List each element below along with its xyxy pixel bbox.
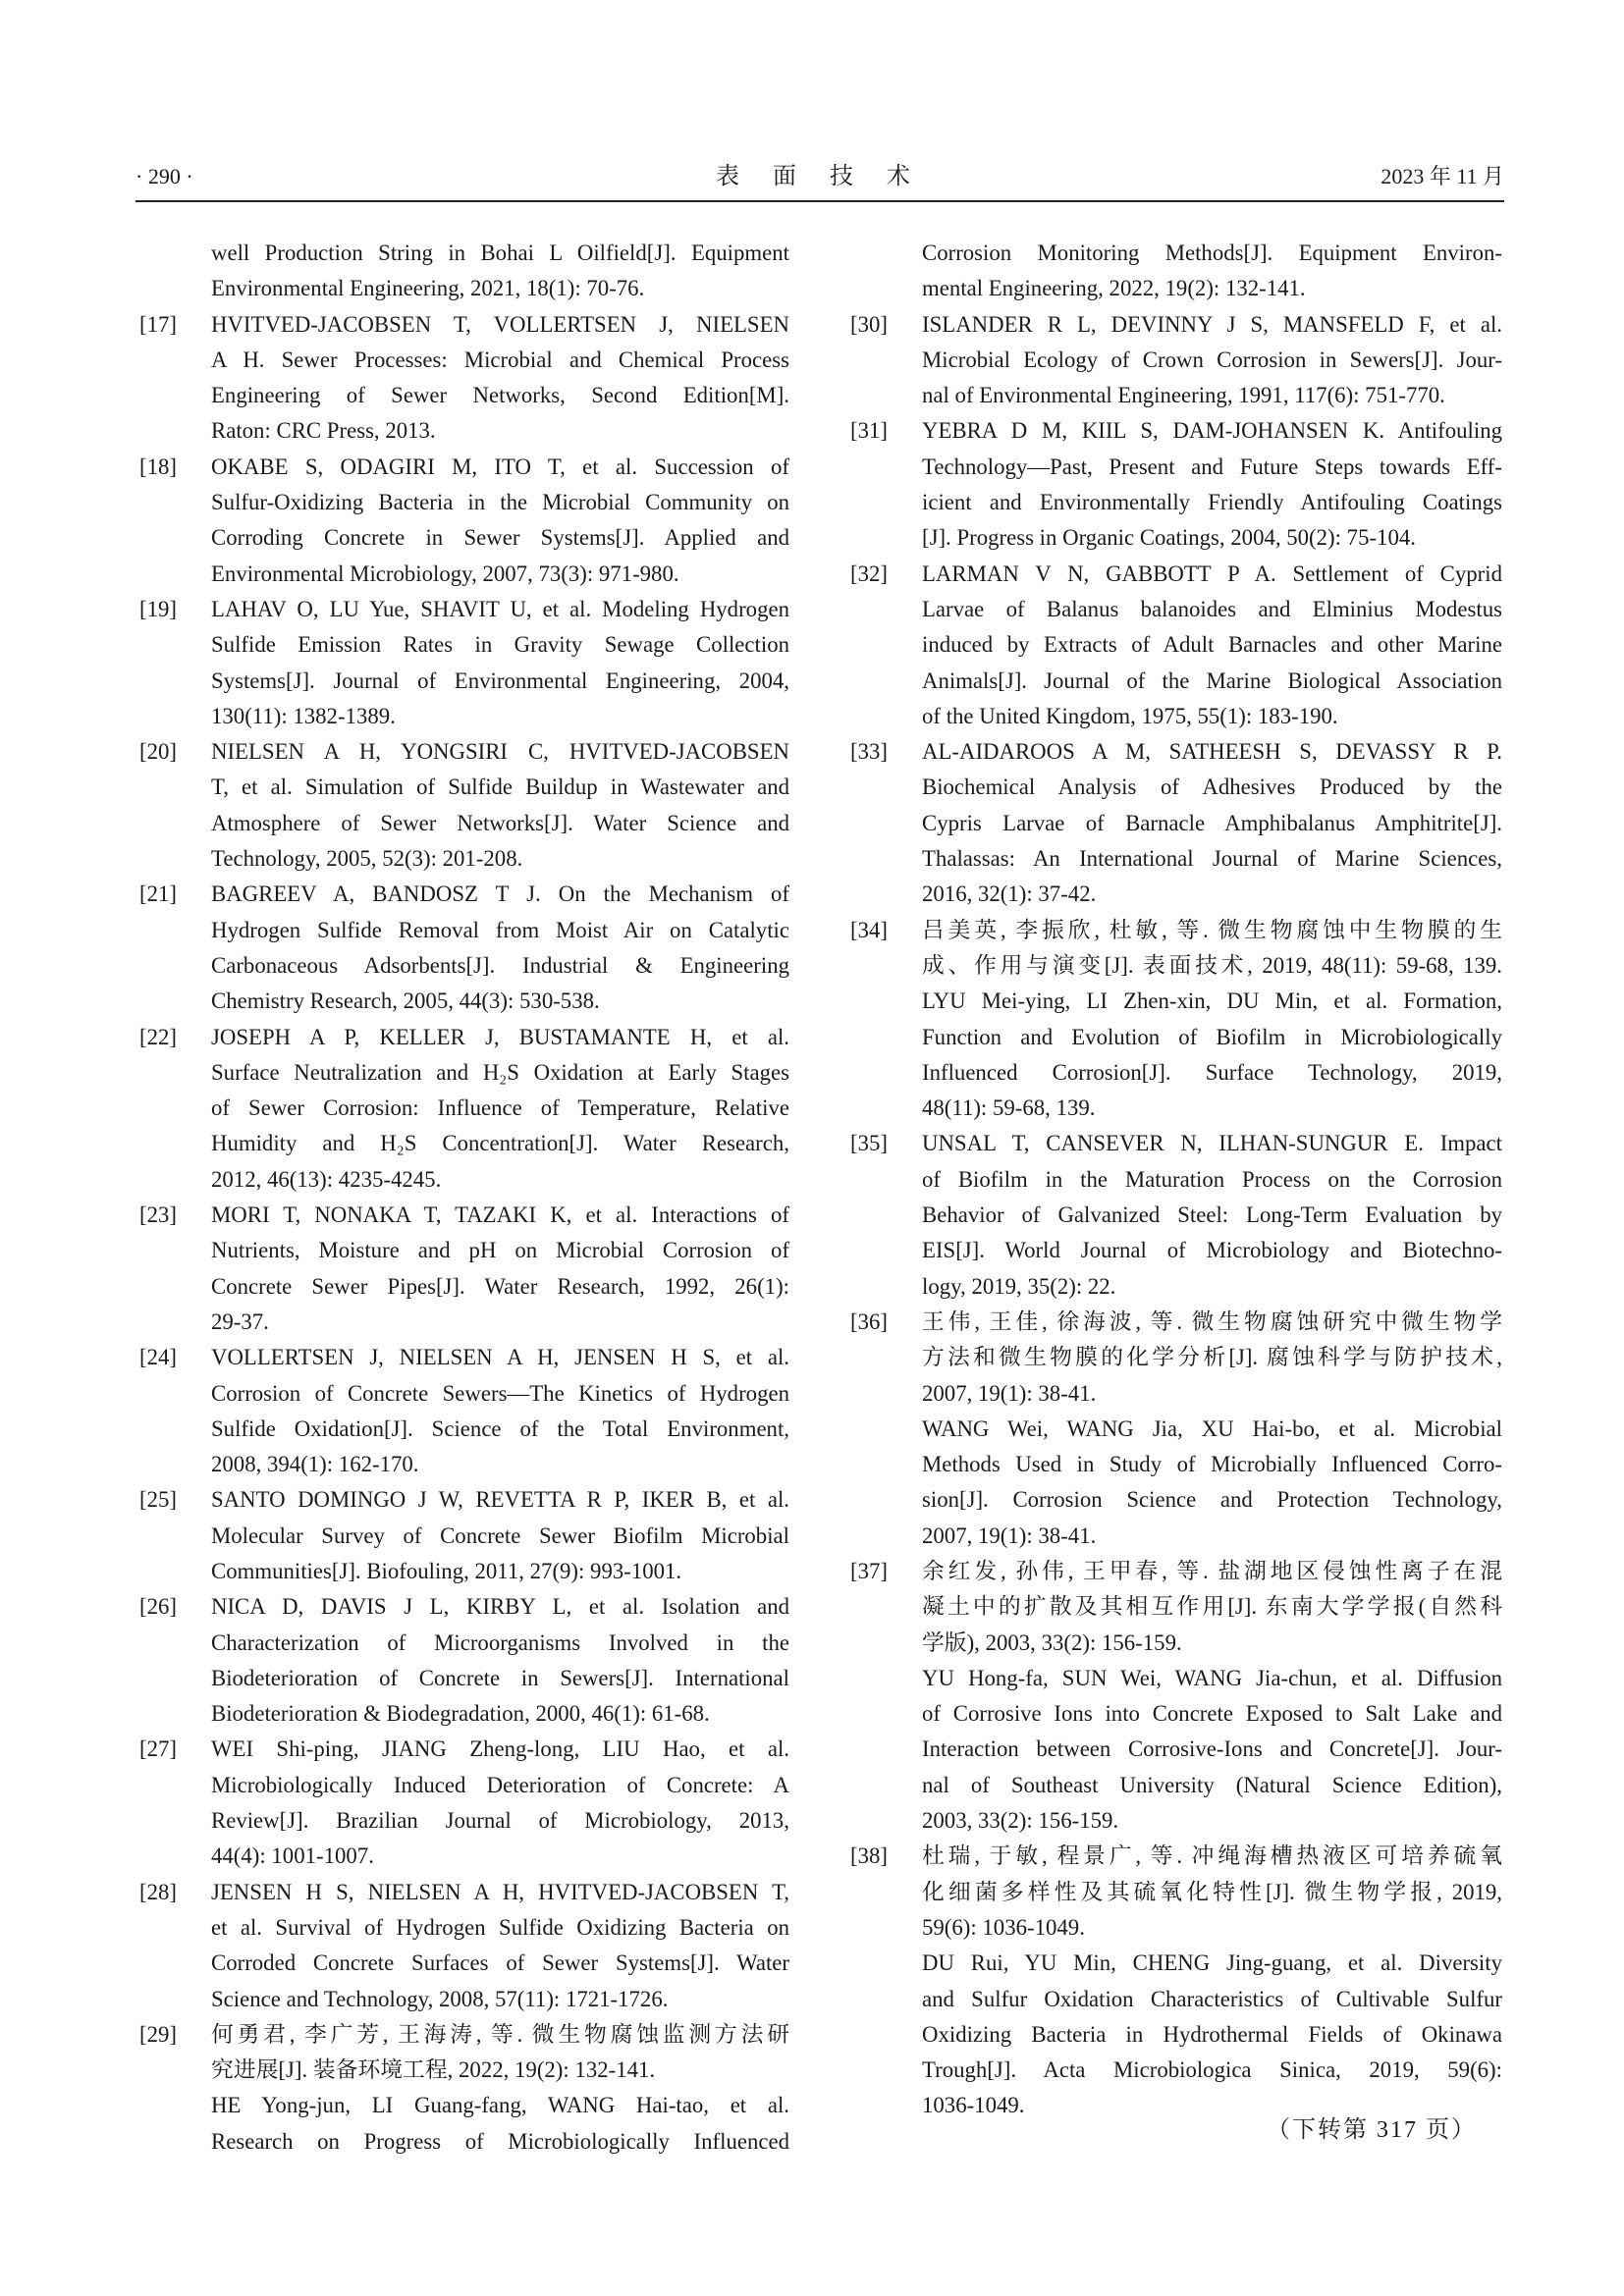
reference-line: Technology—Past, Present and Future Steps towards Eff- [922,454,1502,479]
reference-line: 何勇君, 李广芳, 王海涛, 等. 微生物腐蚀监测方法研 [211,2021,789,2047]
reference-item [135,236,789,307]
reference-line: Behavior of Galvanized Steel: Long-Term Evaluation by [922,1202,1502,1228]
reference-line: Science and Technology, 2008, 57(11): 1721-1726. [211,1986,669,2011]
reference-line: Review[J]. Brazilian Journal of Microbiology, 2013, [211,1808,789,1834]
reference-item [846,1839,1502,2123]
reference-line: 1036-1049. [922,2093,1025,2118]
reference-line: sion[J]. Corrosion Science and Protection Technology, [922,1487,1502,1513]
reference-item [846,557,1502,734]
reference-line: 2007, 19(1): 38-41. [922,1522,1097,1548]
reference-line: Technology, 2005, 52(3): 201-208. [211,846,523,872]
reference-line: NIELSEN A H, YONGSIRI C, HVITVED-JACOBSEN [211,739,789,765]
reference-line: SANTO DOMINGO J W, REVETTA R P, IKER B, et al. [211,1487,789,1513]
reference-number: [28] [139,1879,177,1904]
reference-item [846,413,1502,556]
reference-line: 余红发, 孙伟, 王甲春, 等. 盐湖地区侵蚀性离子在混 [922,1558,1502,1583]
reference-line: Raton: CRC Press, 2013. [211,418,436,444]
reference-line: Nutrients, Moisture and pH on Microbial Corrosion of [211,1238,789,1263]
reference-line: HE Yong-jun, LI Guang-fang, WANG Hai-tao, et al. [211,2093,789,2118]
reference-line: 学版), 2003, 33(2): 156-159. [922,1629,1182,1655]
reference-item [846,1126,1502,1304]
reference-line: nal of Environmental Engineering, 1991, 117(6): 751-770. [922,383,1445,408]
reference-line: 2008, 394(1): 162-170. [211,1452,419,1477]
reference-line: induced by Extracts of Adult Barnacles and other Marine [922,632,1502,658]
reference-line: Corrosion Monitoring Methods[J]. Equipment Environ- [922,240,1502,265]
reference-line: Interaction between Corrosive-Ions and Concrete[J]. Jour- [922,1736,1502,1762]
reference-line: Engineering of Sewer Networks, Second Edition[M]. [211,383,789,408]
reference-number: [29] [139,2021,177,2047]
reference-line: Animals[J]. Journal of the Marine Biological Association [922,667,1502,693]
reference-line: [J]. Progress in Organic Coatings, 2004, 50(2): 75-104. [922,525,1416,551]
reference-line: Atmosphere of Sewer Networks[J]. Water Science and [211,810,789,835]
reference-item [846,307,1502,414]
reference-number: [25] [139,1487,177,1513]
reference-line: Concrete Sewer Pipes[J]. Water Research, 1992, 26(1): [211,1273,789,1299]
reference-line: 2003, 33(2): 156-159. [922,1808,1119,1834]
reference-line: LYU Mei-ying, LI Zhen-xin, DU Min, et al. Formation, [922,988,1502,1014]
reference-line: Cypris Larvae of Barnacle Amphibalanus Amphitrite[J]. [922,810,1502,835]
reference-line: mental Engineering, 2022, 19(2): 132-141. [922,276,1306,301]
reference-number: [30] [850,311,888,337]
reference-item [135,1020,789,1198]
reference-item [135,1875,789,2017]
reference-line: 59(6): 1036-1049. [922,1914,1085,1940]
reference-line: Larvae of Balanus balanoides and Elminius Modestus [922,596,1502,621]
reference-line: of Corrosive Ions into Concrete Exposed to Salt Lake and [922,1701,1502,1727]
reference-line: Biochemical Analysis of Adhesives Produced by the [922,774,1502,800]
reference-item [135,1340,789,1482]
reference-line: Surface Neutralization and H₂S Oxidation at Early Stages [211,1059,789,1085]
reference-line: Environmental Microbiology, 2007, 73(3): 971-980. [211,561,679,586]
reference-line: 130(11): 1382-1389. [211,703,396,728]
reference-number: [35] [850,1131,888,1156]
reference-line: 2012, 46(13): 4235-4245. [211,1166,442,1192]
reference-line: AL-AIDAROOS A M, SATHEESH S, DEVASSY R P. [922,739,1502,765]
reference-line: EIS[J]. World Journal of Microbiology and Biotechno- [922,1238,1502,1263]
reference-item [135,877,789,1019]
reference-line: 王伟, 王佳, 徐海波, 等. 微生物腐蚀研究中微生物学 [922,1308,1502,1334]
reference-number: [18] [139,454,177,479]
reference-item [135,1589,789,1732]
reference-line: Research on Progress of Microbiologically Influenced [211,2128,789,2154]
reference-number: [26] [139,1594,177,1620]
reference-number: [19] [139,596,177,621]
reference-item [135,307,789,450]
reference-line: Chemistry Research, 2005, 44(3): 530-538. [211,988,600,1014]
reference-line: MORI T, NONAKA T, TAZAKI K, et al. Interactions of [211,1202,789,1228]
right-column [846,236,1502,2124]
reference-line: YU Hong-fa, SUN Wei, WANG Jia-chun, et al. Diffusion [922,1665,1502,1690]
reference-line: Trough[J]. Acta Microbiologica Sinica, 2019, 59(6): [922,2057,1502,2083]
reference-line: Methods Used in Study of Microbially Influenced Corro- [922,1452,1502,1477]
reference-line: of the United Kingdom, 1975, 55(1): 183-190. [922,703,1338,728]
reference-line: YEBRA D M, KIIL S, DAM-JOHANSEN K. Antifouling [922,418,1502,444]
reference-line: Systems[J]. Journal of Environmental Engineering, 2004, [211,667,789,693]
reference-number: [33] [850,739,888,765]
reference-line: 方法和微生物膜的化学分析[J]. 腐蚀科学与防护技术, [922,1345,1502,1370]
reference-number: [37] [850,1558,888,1583]
reference-line: NICA D, DAVIS J L, KIRBY L, et al. Isolation and [211,1594,789,1620]
reference-line: Molecular Survey of Concrete Sewer Biofilm Microbial [211,1522,789,1548]
reference-line: Humidity and H₂S Concentration[J]. Water Research, [211,1131,789,1156]
reference-line: well Production String in Bohai L Oilfield[J]. Equipment [211,240,789,265]
reference-line: 2007, 19(1): 38-41. [922,1380,1097,1406]
reference-line: 44(4): 1001-1007. [211,1843,374,1869]
reference-number: [17] [139,311,177,337]
reference-number: [32] [850,561,888,586]
reference-number: [24] [139,1345,177,1370]
continued-note: （下转第 317 页） [1267,2117,1477,2143]
reference-line: Biodeterioration of Concrete in Sewers[J]. International [211,1665,789,1690]
reference-line: ISLANDER R L, DEVINNY J S, MANSFELD F, et al. [922,311,1502,337]
reference-line: WANG Wei, WANG Jia, XU Hai-bo, et al. Microbial [922,1415,1502,1441]
header-rule [135,200,1504,202]
reference-line: OKABE S, ODAGIRI M, ITO T, et al. Succession of [211,454,789,479]
reference-line: 2016, 32(1): 37-42. [922,881,1097,907]
reference-line: et al. Survival of Hydrogen Sulfide Oxidizing Bacteria on [211,1914,789,1940]
reference-item [846,913,1502,1127]
reference-line: Function and Evolution of Biofilm in Microbiologically [922,1024,1502,1049]
issue-date: 2023 年 11 月 [1380,164,1504,188]
reference-item [135,592,789,734]
reference-number: [23] [139,1202,177,1228]
reference-item [135,1482,789,1589]
reference-line: Microbial Ecology of Crown Corrosion in Sewers[J]. Jour- [922,347,1502,372]
reference-line: logy, 2019, 35(2): 22. [922,1273,1116,1299]
reference-number: [31] [850,418,888,444]
reference-line: Hydrogen Sulfide Removal from Moist Air on Catalytic [211,917,789,942]
reference-line: of Sewer Corrosion: Influence of Temperature, Relative [211,1095,789,1121]
reference-number: [20] [139,739,177,765]
reference-line: LARMAN V N, GABBOTT P A. Settlement of Cyprid [922,561,1502,586]
reference-line: Thalassas: An International Journal of Marine Sciences, [922,846,1502,872]
reference-line: JENSEN H S, NIELSEN A H, HVITVED-JACOBSEN T, [211,1879,789,1904]
reference-item [135,450,789,592]
reference-line: icient and Environmentally Friendly Antifouling Coatings [922,490,1502,515]
reference-line: Sulfide Emission Rates in Gravity Sewage Collection [211,632,789,658]
reference-line: DU Rui, YU Min, CHENG Jing-guang, et al. Diversity [922,1950,1502,1976]
reference-line: Sulfur-Oxidizing Bacteria in the Microbial Community on [211,490,789,515]
reference-line: VOLLERTSEN J, NIELSEN A H, JENSEN H S, et al. [211,1345,789,1370]
reference-line: 究进展[J]. 装备环境工程, 2022, 19(2): 132-141. [211,2057,656,2083]
reference-line: Corroded Concrete Surfaces of Sewer Systems[J]. Water [211,1950,789,1976]
reference-line: T, et al. Simulation of Sulfide Buildup in Wastewater and [211,774,789,800]
reference-item [135,734,789,877]
reference-item [135,1198,789,1340]
reference-line: 成、作用与演变[J]. 表面技术, 2019, 48(11): 59-68, 139. [922,952,1502,978]
page-number: · 290 · [135,164,193,188]
reference-line: Carbonaceous Adsorbents[J]. Industrial & Engineering [211,952,789,978]
reference-line: 29-37. [211,1308,269,1334]
reference-line: Biodeterioration & Biodegradation, 2000, 46(1): 61-68. [211,1701,710,1727]
reference-line: Microbiologically Induced Deterioration of Concrete: A [211,1772,789,1797]
reference-line: Corrosion of Concrete Sewers—The Kinetics of Hydrogen [211,1380,789,1406]
reference-line: UNSAL T, CANSEVER N, ILHAN-SUNGUR E. Impact [922,1131,1502,1156]
reference-item [846,734,1502,912]
reference-line: JOSEPH A P, KELLER J, BUSTAMANTE H, et al. [211,1024,789,1049]
reference-line: HVITVED-JACOBSEN T, VOLLERTSEN J, NIELSEN [211,311,789,337]
reference-line: 杜瑞, 于敏, 程景广, 等. 冲绳海槽热液区可培养硫氧 [922,1843,1502,1869]
reference-line: A H. Sewer Processes: Microbial and Chemical Process [211,347,789,372]
reference-line: 48(11): 59-68, 139. [922,1095,1096,1121]
reference-item [135,1732,789,1874]
reference-line: 化细菌多样性及其硫氧化特性[J]. 微生物学报, 2019, [922,1879,1502,1904]
reference-line: of Biofilm in the Maturation Process on the Corrosion [922,1166,1502,1192]
reference-line: Influenced Corrosion[J]. Surface Technology, 2019, [922,1059,1502,1085]
reference-item [846,236,1502,307]
reference-line: Communities[J]. Biofouling, 2011, 27(9): 993-1001. [211,1558,682,1583]
reference-number: [27] [139,1736,177,1762]
journal-title: 表 面 技 术 [716,164,924,189]
reference-line: Sulfide Oxidation[J]. Science of the Total Environment, [211,1415,789,1441]
reference-line: nal of Southeast University (Natural Science Edition), [922,1772,1502,1797]
reference-line: WEI Shi-ping, JIANG Zheng-long, LIU Hao, et al. [211,1736,789,1762]
page-header [135,157,1504,196]
reference-line: BAGREEV A, BANDOSZ T J. On the Mechanism of [211,881,789,907]
reference-line: Environmental Engineering, 2021, 18(1): 70-76. [211,276,645,301]
reference-line: Oxidizing Bacteria in Hydrothermal Fields of Okinawa [922,2021,1502,2047]
reference-line: and Sulfur Oxidation Characteristics of Cultivable Sulfur [922,1986,1502,2011]
reference-item [846,1554,1502,1839]
reference-item [135,2017,789,2160]
reference-line: Characterization of Microorganisms Involved in the [211,1629,789,1655]
reference-number: [21] [139,881,177,907]
reference-line: 凝土中的扩散及其相互作用[J]. 东南大学学报(自然科 [922,1594,1502,1620]
reference-number: [36] [850,1308,888,1334]
reference-line: 吕美英, 李振欣, 杜敏, 等. 微生物腐蚀中生物膜的生 [922,917,1502,942]
reference-line: Corroding Concrete in Sewer Systems[J]. Applied and [211,525,789,551]
reference-number: [22] [139,1024,177,1049]
reference-number: [34] [850,917,888,942]
reference-number: [38] [850,1843,888,1869]
left-column [135,236,789,2160]
reference-line: LAHAV O, LU Yue, SHAVIT U, et al. Modeling Hydrogen [211,596,789,621]
reference-item [846,1305,1502,1554]
